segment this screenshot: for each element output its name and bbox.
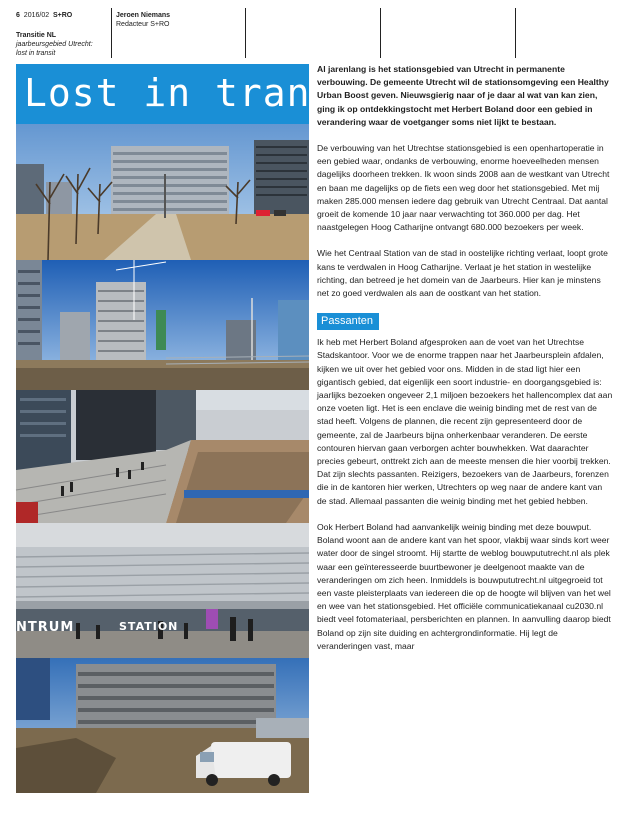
publication-name: S+RO [53, 12, 73, 19]
article-lead: Al jarenlang is het stationsgebied van Utrecht in permanente verbouwing. De gemeente Utrecht wil de stationsomgeving een Healthy Urban Boost geven. Nieuwsgierig naar of je daar al wat van kan zien, ging ik op ontdekkingstocht met Herbert Boland door een gebied in verandering waar de voetganger soms niet lijkt te bestaan. [317, 64, 609, 127]
photo-jaarbeursplein-fences [16, 390, 309, 523]
title-banner [16, 64, 383, 124]
section-heading: Passanten [317, 313, 379, 330]
section-subtitle-2: lost in transit [16, 50, 56, 57]
paragraph: Ook Herbert Boland had aanvankelijk weinig binding met deze bouwput. Boland woont aan de andere kant van het spoor, vlakbij waar sinds kort weer water door de singel stroomt. Hij startte de weblog bouwpututrecht.nl als plek waar een geïnteresseerde buurtbewoner je deelgenoot maakte van de veranderingen om zich heen. Inmiddels is bouwpututrecht.nl uitgegroeid tot een vaste pleisterplaats van iedereen die op de hoogte wil blijven van het wel en wee van het stationsgebied. Het officiële communicatiekanaal cu2030.nl biedt veel fotomateriaal, persberichten en plannen. In aanvulling daarop biedt Boland op zijn site duiding en achtergrondinformatie. Hij legt de veranderingen vast, maar [317, 521, 611, 651]
article-title: Lost in transit [24, 71, 383, 115]
author-block [116, 11, 246, 29]
header-divider [515, 8, 516, 58]
centrum-sign: NTRUM [16, 620, 75, 635]
issue-number: 2016/02 [23, 12, 50, 19]
header-divider [380, 8, 381, 58]
section-title: Transitie NL [16, 32, 57, 39]
header-divider [111, 8, 112, 58]
photo-construction-cranes [16, 260, 309, 390]
page-header [0, 0, 630, 60]
author-name: Jeroen Niemans [116, 12, 171, 19]
article-body [317, 63, 613, 666]
section-subtitle-1: jaarbeursgebied Utrecht: [16, 41, 93, 48]
page-number: 6 [16, 12, 20, 19]
paragraph: Ik heb met Herbert Boland afgesproken aan de voet van het Utrechtse Stadskantoor. Voor we de enorme trappen naar het Jaarbeursplein afdalen, kijken we uit over het gebied voor ons. Midden in de stad ligt hier een gigantisch gebied, dat eigenlijk een soort industrie- en doorgangsgebied is: jaarlijks bezoeken ongeveer 2,1 miljoen bezoekers het hallencomplex dat aan onze voeten ligt. Het is een enclave die weinig binding met de rest van de stad heeft. Volgens de plannen, die recent zijn gepresenteerd door de gemeente, zal de Jaarbeurs bijna onherkenbaar veranderen. De eerste contouren hiervan gaan verborgen achter bouwhekken. Wat daarachter precies gebeurt, onttrekt zich aan de meeste mensen die hier voorbij trekken. Dat zijn slechts passanten. Reizigers, bezoekers van de Jaarbeurs, forenzen die in de kantoren hier werken, Utrechters op weg naar de andere kant van de stad. Allemaal passanten die weinig binding met het gebied hebben. [317, 337, 613, 506]
photo-van-construction-site [16, 658, 309, 793]
station-sign: STATION [119, 620, 179, 633]
paragraph: Wie het Centraal Station van de stad in oostelijke richting verlaat, loopt grote kans te verdwalen in Hoog Catharijne. Verlaat je het station in westelijke richting, dan betreed je het domein van de Jaarbeurs. Hier kan je minstens net zo goed verdwalen als aan de oostkant van het station. [317, 248, 608, 299]
header-meta [16, 11, 111, 58]
paragraph: De verbouwing van het Utrechtse stationsgebied is een openhartoperatie in een gebied waar, ondanks de verbouwing, enorme hoeveelheden mensen dagelijks doorheen trekken. Ik woon sinds 2008 aan de westkant van Utrecht en baan me dagelijks op de fiets een weg door het stationsgebied. Met mij maken 285.000 mensen iedere dag gebruik van Utrecht Centraal. Dat aantal groeit de komende 10 jaar naar verwachting tot 360.000 per dag. Het naastgelegen Hoog Catharijne ontvangt 680.000 bezoekers per week. [317, 143, 610, 233]
photo-centrum-station-entrance [16, 523, 309, 658]
author-role: Redacteur S+RO [116, 21, 170, 28]
